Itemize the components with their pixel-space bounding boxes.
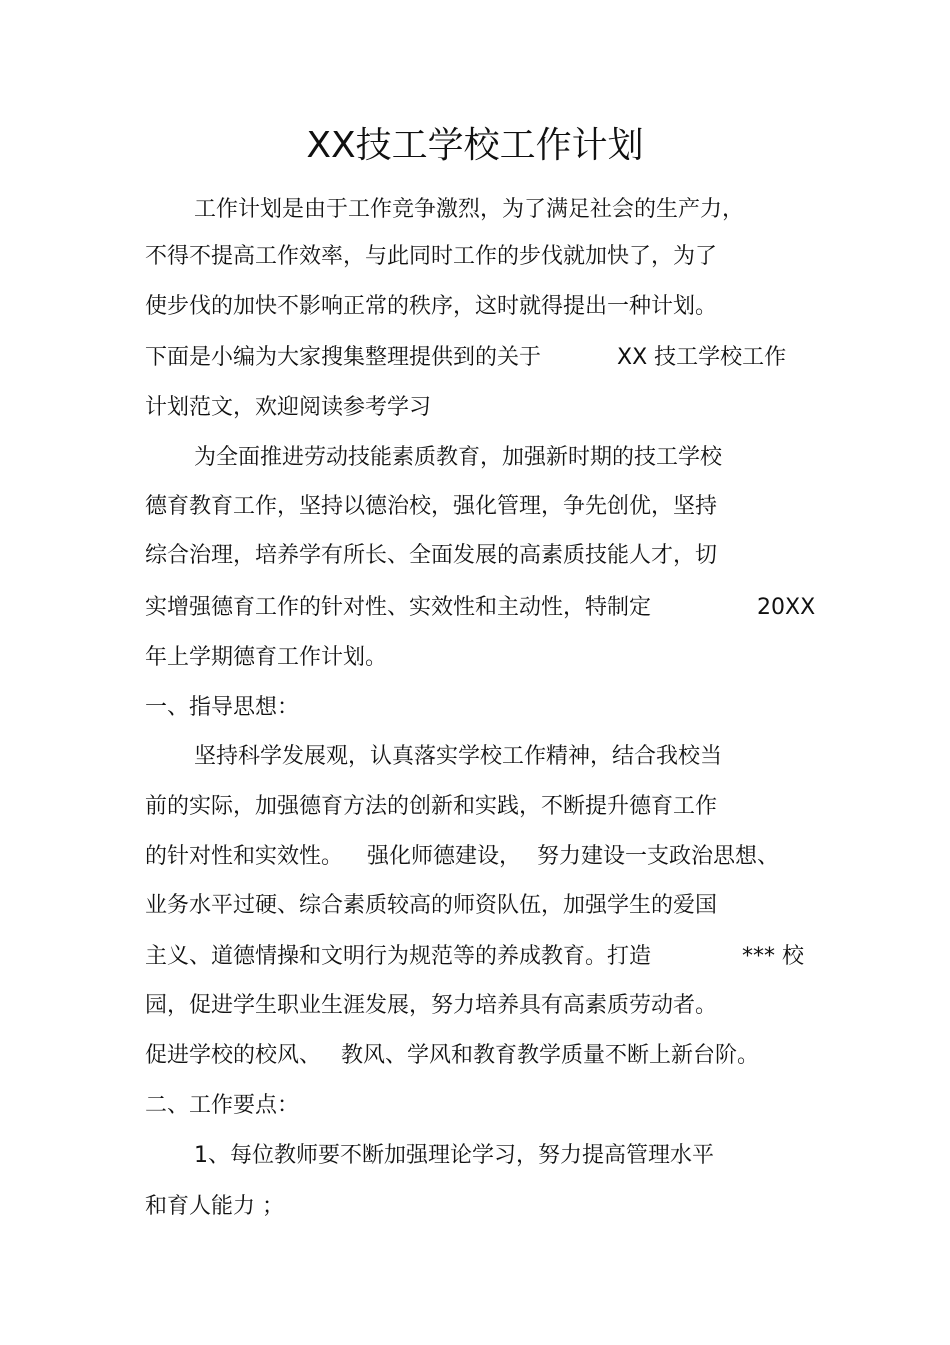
text-segment: ***: [742, 944, 775, 969]
text-segment: 强化师德建设，: [367, 844, 522, 869]
text-segment: 20XX: [757, 595, 816, 620]
text-segment: 为全面推进劳动技能素质教育，加强新时期的技工学校: [194, 445, 723, 470]
text-segment: 一、指导思想：: [145, 695, 300, 720]
text-segment: 二、工作要点：: [145, 1093, 300, 1118]
text-segment: 主义、道德情操和文明行为规范等的养成教育。打造: [145, 944, 652, 969]
text-segment: 坚持科学发展观，认真落实学校工作精神，结合我校当: [194, 744, 723, 769]
text-segment: 的针对性和实效性。: [145, 844, 344, 869]
text-segment: XX 技工学校工作: [617, 345, 787, 370]
text-segment: 业务水平过硬、综合素质较高的师资队伍，加强学生的爱国: [145, 893, 718, 918]
text-segment: 1、每位教师要不断加强理论学习，努力提高管理水平: [194, 1143, 714, 1168]
text-segment: 校: [782, 944, 805, 969]
text-segment: 教风、学风和教育教学质量不断上新台阶。: [341, 1043, 760, 1068]
text-segment: 下面是小编为大家搜集整理提供到的关于: [145, 345, 542, 370]
text-segment: 计划范文，欢迎阅读参考学习: [145, 395, 432, 420]
document-title: XX技工学校工作计划: [306, 125, 644, 166]
text-segment: 综合治理，培养学有所长、全面发展的高素质技能人才，切: [145, 543, 718, 568]
text-segment: 年上学期德育工作计划。: [145, 645, 388, 670]
text-segment: 德育教育工作，坚持以德治校，强化管理，争先创优，坚持: [145, 494, 718, 519]
text-segment: 和育人能力 ；: [145, 1194, 284, 1219]
text-segment: 前的实际，加强德育方法的创新和实践，不断提升德育工作: [145, 794, 718, 819]
text-segment: 使步伐的加快不影响正常的秩序，这时就得提出一种计划。: [145, 294, 718, 319]
text-segment: 园，促进学生职业生涯发展，努力培养具有高素质劳动者。: [145, 993, 718, 1018]
text-segment: 不得不提高工作效率，与此同时工作的步伐就加快了，为了: [145, 244, 718, 269]
text-segment: 努力建设一支政治思想、: [537, 844, 780, 869]
text-segment: 促进学校的校风、: [145, 1043, 322, 1068]
text-segment: 实增强德育工作的针对性、实效性和主动性，特制定: [145, 595, 652, 620]
text-segment: 工作计划是由于工作竞争激烈，为了满足社会的生产力，: [194, 197, 745, 222]
